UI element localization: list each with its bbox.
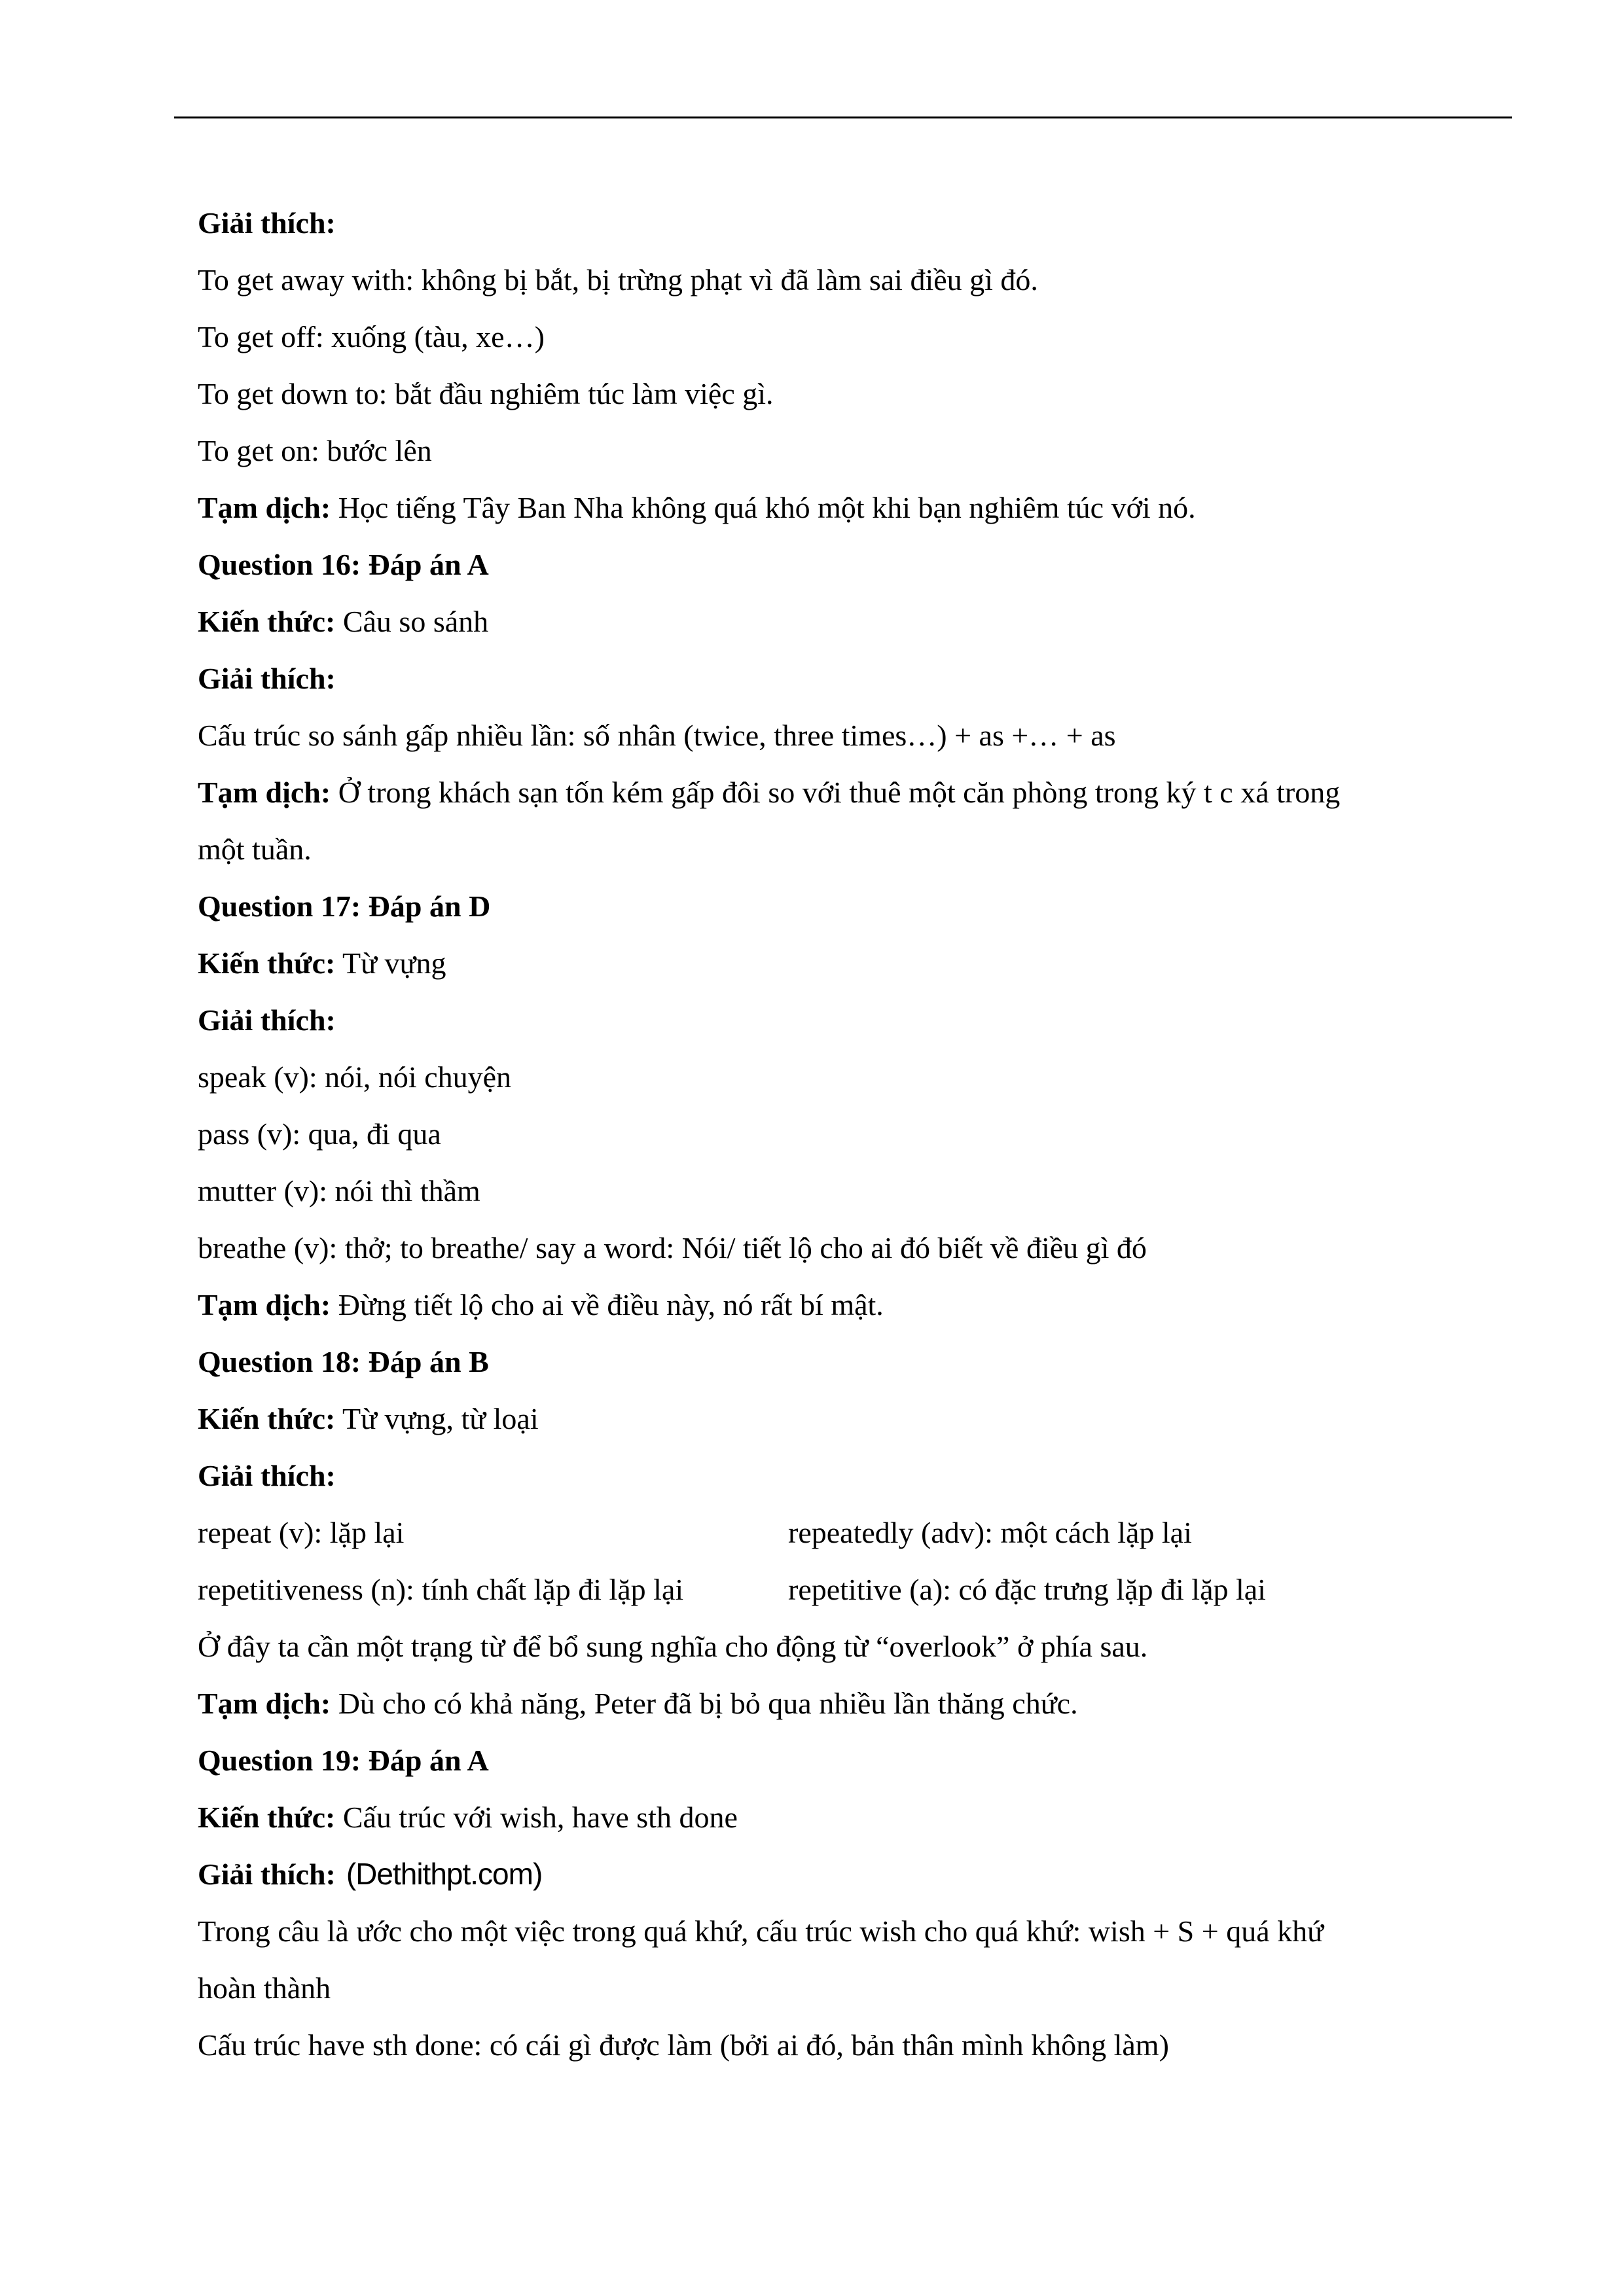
translation-label: Tạm dịch: <box>198 1288 331 1321</box>
explanation-label: Giải thích: <box>198 662 336 695</box>
line-text: Cấu trúc have sth done: có cái gì được làm (bởi ai đó, bản thân mình không làm) <box>198 2028 1169 2062</box>
line-text: To get on: bước lên <box>198 434 432 467</box>
vocab-right: repeatedly (adv): một cách lặp lại <box>788 1516 1192 1549</box>
line-text: speak (v): nói, nói chuyện <box>198 1060 512 1094</box>
text-line <box>198 650 1500 707</box>
line-text: Từ vựng <box>335 946 446 980</box>
text-line <box>198 194 1500 251</box>
text-line <box>198 1049 1500 1105</box>
answer-explanations <box>198 194 1500 2073</box>
source-watermark: (Dethithpt.com) <box>346 1857 543 1891</box>
line-text: pass (v): qua, đi qua <box>198 1117 441 1151</box>
text-line <box>198 1732 1500 1789</box>
explanation-label: Giải thích: <box>198 206 336 240</box>
line-text: Học tiếng Tây Ban Nha không quá khó một khi bạn nghiêm túc với nó. <box>331 491 1196 524</box>
line-text: hoàn thành <box>198 1971 331 2005</box>
text-line <box>198 1105 1500 1162</box>
question-heading: Question 16: Đáp án A <box>198 548 489 581</box>
text-line <box>198 764 1500 821</box>
line-text: một tuần. <box>198 833 312 866</box>
line-text: Cấu trúc với wish, have sth done <box>335 1801 738 1834</box>
text-line <box>198 821 1500 878</box>
text-line <box>198 536 1500 593</box>
text-line <box>198 1675 1500 1732</box>
line-text: Dù cho có khả năng, Peter đã bị bỏ qua nhiều lần thăng chức. <box>331 1687 1078 1720</box>
text-line <box>198 308 1500 365</box>
text-line <box>198 1219 1500 1276</box>
text-line <box>198 479 1500 536</box>
text-line <box>198 1846 1500 1903</box>
translation-label: Tạm dịch: <box>198 776 331 809</box>
knowledge-label: Kiến thức: <box>198 1801 336 1834</box>
line-text: Ở trong khách sạn tốn kém gấp đôi so với thuê một căn phòng trong ký t c xá trong <box>331 776 1341 809</box>
vocab-left: repetitiveness (n): tính chất lặp đi lặp lại <box>198 1573 684 1606</box>
question-heading: Question 18: Đáp án B <box>198 1345 489 1378</box>
explanation-label: Giải thích: <box>198 1857 336 1891</box>
explanation-label: Giải thích: <box>198 1459 336 1492</box>
text-line <box>198 1333 1500 1390</box>
text-line <box>198 1390 1500 1447</box>
text-line <box>198 935 1500 992</box>
text-line <box>198 1960 1500 2017</box>
knowledge-label: Kiến thức: <box>198 946 336 980</box>
line-text: Trong câu là ước cho một việc trong quá khứ, cấu trúc wish cho quá khứ: wish + S + quá khứ <box>198 1914 1324 1948</box>
text-line <box>198 707 1500 764</box>
text-line <box>198 1276 1500 1333</box>
text-line <box>198 1789 1500 1846</box>
text-line <box>198 1162 1500 1219</box>
header-rule <box>174 117 1512 118</box>
knowledge-label: Kiến thức: <box>198 1402 336 1435</box>
text-line <box>198 1561 1500 1618</box>
knowledge-label: Kiến thức: <box>198 605 336 638</box>
line-text: breathe (v): thở; to breathe/ say a word: Nói/ tiết lộ cho ai đó biết về điều gì đó <box>198 1231 1147 1265</box>
text-line <box>198 1447 1500 1504</box>
translation-label: Tạm dịch: <box>198 1687 331 1720</box>
line-text: Cấu trúc so sánh gấp nhiều lần: số nhân (twice, three times…) + as +… + as <box>198 719 1116 752</box>
explanation-label: Giải thích: <box>198 1003 336 1037</box>
translation-label: Tạm dịch: <box>198 491 331 524</box>
text-line <box>198 1504 1500 1561</box>
vocab-left: repeat (v): lặp lại <box>198 1516 405 1549</box>
line-text: Từ vựng, từ loại <box>335 1402 539 1435</box>
line-text: To get down to: bắt đầu nghiêm túc làm việc gì. <box>198 377 774 410</box>
line-text: Đừng tiết lộ cho ai về điều này, nó rất bí mật. <box>331 1288 884 1321</box>
question-heading: Question 19: Đáp án A <box>198 1744 489 1777</box>
text-line <box>198 1903 1500 1960</box>
text-line <box>198 878 1500 935</box>
text-line <box>198 251 1500 308</box>
text-line <box>198 992 1500 1049</box>
line-text: mutter (v): nói thì thầm <box>198 1174 480 1208</box>
line-text: Ở đây ta cần một trạng từ để bổ sung nghĩa cho động từ “overlook” ở phía sau. <box>198 1630 1148 1663</box>
line-text: Câu so sánh <box>335 605 489 638</box>
text-line <box>198 422 1500 479</box>
line-text: To get away with: không bị bắt, bị trừng phạt vì đã làm sai điều gì đó. <box>198 263 1038 296</box>
text-line <box>198 1618 1500 1675</box>
text-line <box>198 365 1500 422</box>
text-line <box>198 2017 1500 2073</box>
vocab-right: repetitive (a): có đặc trưng lặp đi lặp lại <box>788 1573 1266 1606</box>
line-text: To get off: xuống (tàu, xe…) <box>198 320 545 353</box>
question-heading: Question 17: Đáp án D <box>198 889 491 923</box>
text-line <box>198 593 1500 650</box>
